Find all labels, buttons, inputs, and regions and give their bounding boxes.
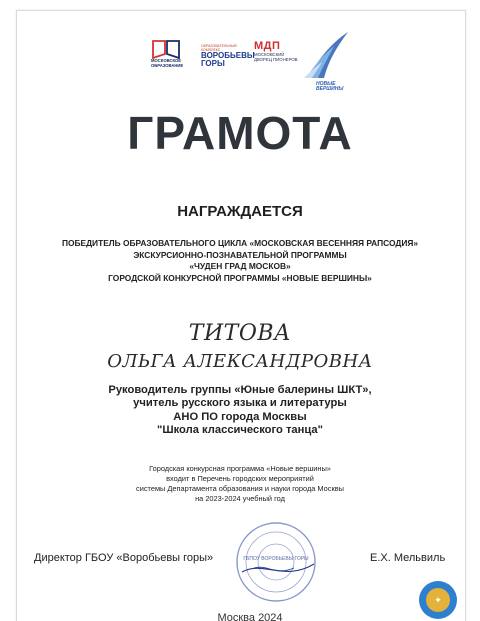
moscow-education-label: МОСКОВСКОЕ ОБРАЗОВАНИЕ [151,58,184,68]
recipient-given-name: ОЛЬГА АЛЕКСАНДРОВНА [107,351,373,372]
mdp-mark: МДП [254,40,281,52]
role-line: АНО ПО города Москвы [173,410,307,423]
program-note [0,464,480,504]
note-line: Городская конкурсная программа «Новые вершины» [149,464,331,473]
director-name: Е.Х. Мельвиль [370,552,446,564]
mdp-label: МОСКОВСКИЙ ДВОРЕЦ ПИОНЕРОВ [254,52,298,62]
certificate-title: ГРАМОТА [127,107,353,159]
new-heights-logo [302,30,352,92]
wing-icon [302,30,352,82]
vorobyovy-gory-logo [201,44,255,68]
role-line: Руководитель группы «Юные балерины ШКТ», [108,384,372,396]
recipient-role [0,384,480,438]
program-text [0,238,480,284]
seal-center-text: ГБПОУ ВОРОБЬЕВЫ ГОРЫ [243,556,309,562]
program-line: ПОБЕДИТЕЛЬ ОБРАЗОВАТЕЛЬНОГО ЦИКЛА «МОСКОВСКАЯ ВЕСЕННЯЯ РАПСОДИЯ» [61,238,419,248]
svg-text:✦: ✦ [434,596,442,606]
logo-row [0,30,480,100]
role-line: "Школа классического танца" [157,424,323,437]
note-line: на 2023-2024 учебный год [195,494,285,503]
recipient-surname: ТИТОВА [188,321,292,346]
mdp-logo [254,40,298,62]
director-title: Директор ГБОУ «Воробьевы горы» [34,552,214,564]
new-heights-label: НОВЫЕ ВЕРШИНЫ [316,81,344,92]
recipient-name [0,320,480,376]
medal-icon [418,580,458,620]
awarded-heading: НАГРАЖДАЕТСЯ [177,203,303,220]
note-line: входит в Перечень городских мероприятий [166,474,314,483]
program-line: «ЧУДЕН ГРАД МОСКОВ» [189,261,291,271]
role-line: учитель русского языка и литературы [133,397,347,410]
vorobyovy-big-label: ВОРОБЬЕВЫ ГОРЫ [201,51,255,68]
program-line: ЭКСКУРСИОННО-ПОЗНАВАТЕЛЬНОЙ ПРОГРАММЫ [133,249,347,260]
place-year: Москва 2024 [217,612,283,621]
note-line: системы Департамента образования и науки города Москвы [136,484,344,493]
vorobyovy-small-label: ОБРАЗОВАТЕЛЬНЫЙ КОМПЛЕКС [201,44,237,52]
program-line: ГОРОДСКОЙ КОНКУРСНОЙ ПРОГРАММЫ «НОВЫЕ ВЕРШИНЫ» [108,272,372,283]
signature-line [0,552,480,572]
